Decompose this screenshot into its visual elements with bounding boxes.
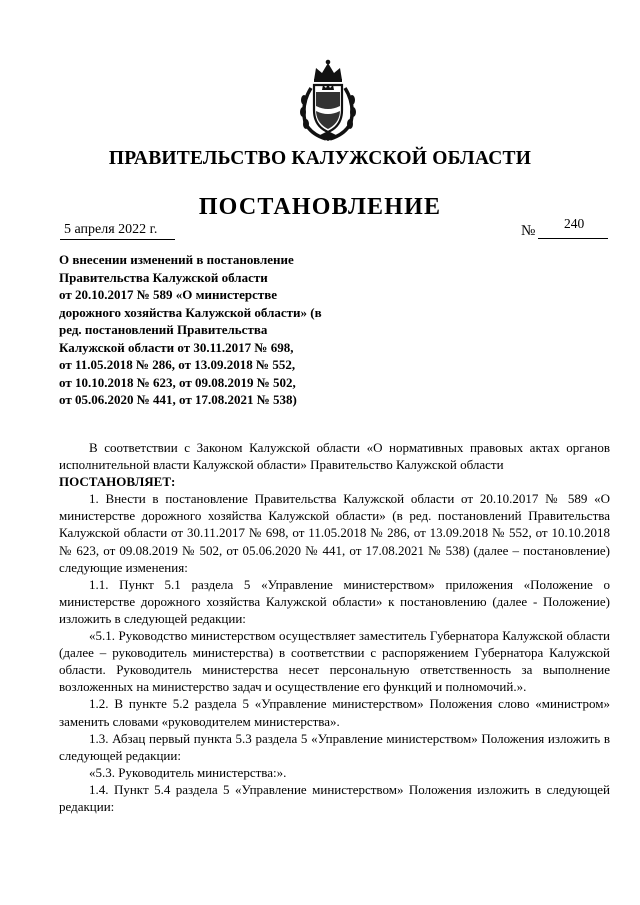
number-underline [538, 238, 608, 239]
number-sign: № [521, 223, 536, 239]
resolves-heading: ПОСТАНОВЛЯЕТ: [59, 474, 176, 490]
body-paragraph: 1.3. Абзац первый пункта 5.3 раздела 5 «Управление министерством» Положения изложить в следующей редакции: [59, 730, 610, 763]
quoted-paragraph: «5.3. Руководитель министерства:». [89, 764, 287, 780]
document-number: 240 [564, 216, 585, 231]
subject-line: дорожного хозяйства Калужской области» (в [59, 304, 322, 320]
document-date: 5 апреля 2022 г. [64, 222, 158, 237]
coat-of-arms-icon [297, 58, 359, 142]
subject-line: от 20.10.2017 № 589 «О министерстве [59, 287, 278, 302]
subject-line: О внесении изменений в постановление [59, 252, 294, 267]
body-paragraph: 1.1. Пункт 5.1 раздела 5 «Управление министерством» приложения «Положение о министерстве дорожного хозяйства Калужской области» к постановлению (далее - Положение) изложить в следующей редакции: [59, 576, 610, 626]
government-title: ПРАВИТЕЛЬСТВО КАЛУЖСКОЙ ОБЛАСТИ [108, 148, 532, 169]
document-subject [59, 251, 342, 409]
date-underline [60, 239, 175, 240]
body-paragraph: 1.4. Пункт 5.4 раздела 5 «Управление министерством» Положения изложить в следующей редакции: [59, 781, 610, 814]
subject-line: от 10.10.2018 № 623, от 09.08.2019 № 502, [59, 374, 296, 390]
document-body [59, 439, 610, 815]
document-type-title: ПОСТАНОВЛЕНИЕ [198, 194, 442, 220]
subject-line: Калужской области от 30.11.2017 № 698, [59, 339, 294, 355]
subject-line: ред. постановлений Правительства [59, 322, 268, 337]
subject-line: от 11.05.2018 № 286, от 13.09.2018 № 552, [59, 357, 296, 372]
preamble-paragraph: В соответствии с Законом Калужской области «О нормативных правовых актах органов исполнительной власти Калужской области» Правительство Калужской области [59, 440, 610, 473]
subject-line: от 05.06.2020 № 441, от 17.08.2021 № 538) [59, 392, 297, 407]
body-paragraph: 1. Внести в постановление Правительства Калужской области от 20.10.2017 № 589 «О министерстве дорожного хозяйства Калужской области» (в ред. постановлений Правительства Калужской области от 30.11.2017 № 698, от 11.05.2018 № 286, от 13.09.2018 № 552, от 10.10.2018 № 623, от 09.08.2019 № 502, от 05.06.2020 № 441, от 17.08.2021 № 538) (далее – постановление) следующие изменения: [59, 491, 610, 575]
subject-line: Правительства Калужской области [59, 269, 268, 285]
body-paragraph: 1.2. В пункте 5.2 раздела 5 «Управление министерством» Положения слово «министром» заменить словами «руководителем министерства». [59, 696, 610, 729]
quoted-paragraph: «5.1. Руководство министерством осуществляет заместитель Губернатора Калужской области (далее – руководитель министерства) в соответствии с распоряжением Губернатора Калужской области. Руководитель министерства несет персональную ответственность за выполнение возложенных на министерство задач и осуществление его функций и полномочий.». [59, 628, 610, 695]
